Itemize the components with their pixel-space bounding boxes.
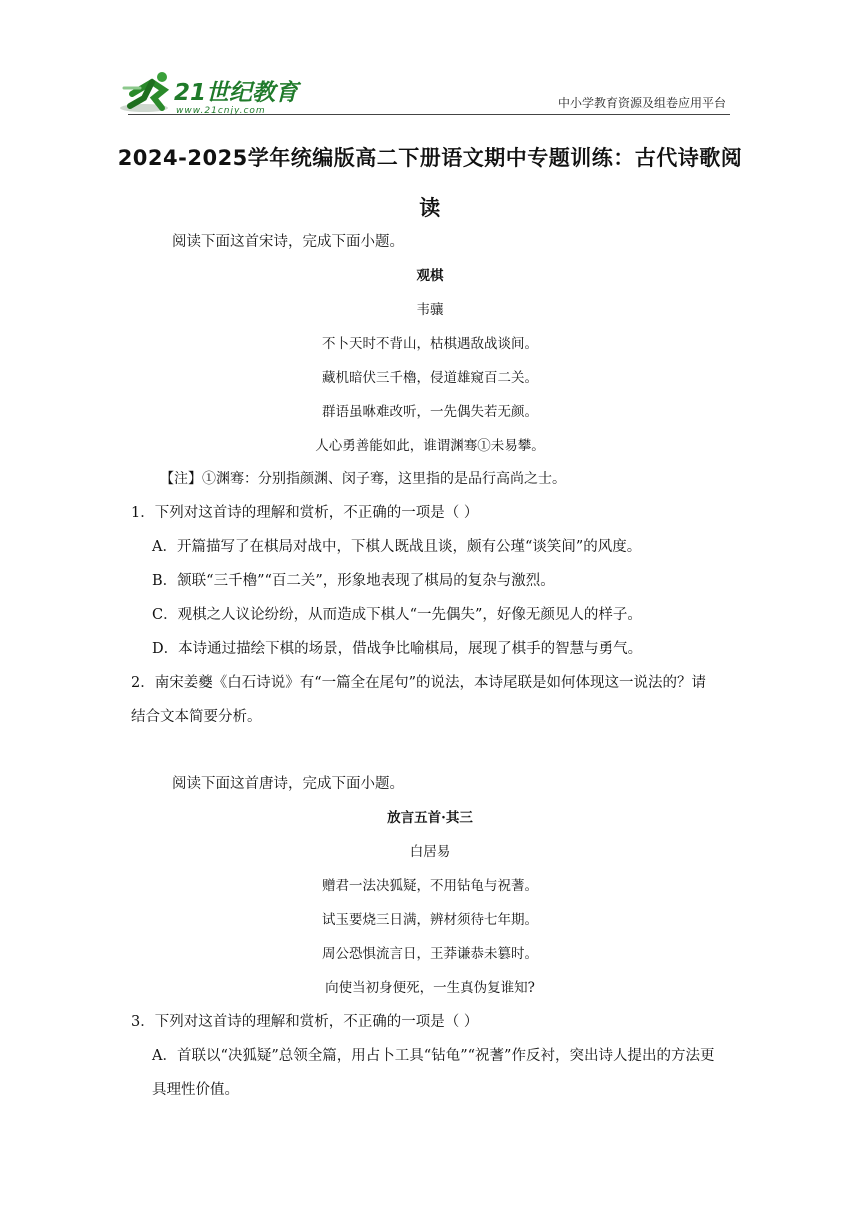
poem1-line: 群语虽咻难改听，一先偶失若无颜。 <box>322 404 538 420</box>
question-2-line-1: 2．南宋姜夔《白石诗说》有“一篇全在尾句”的说法，本诗尾联是如何体现这一说法的？请 <box>131 675 707 691</box>
poem1-line: 不卜天时不背山，枯棋遇敌战谈间。 <box>322 336 538 352</box>
poem1-line: 人心勇善能如此，谁谓渊骞①未易攀。 <box>315 438 545 454</box>
section1-intro: 阅读下面这首宋诗，完成下面小题。 <box>172 234 404 250</box>
question-2-line-2: 结合文本简要分析。 <box>131 709 262 725</box>
section2-intro: 阅读下面这首唐诗，完成下面小题。 <box>172 776 404 792</box>
logo-url: www.21cnjy.com <box>176 106 266 116</box>
question-1-option-b: B．颔联“三千櫓”“百二关”，形象地表现了棋局的复杂与激烈。 <box>152 573 555 589</box>
poem2-line: 周公恐惧流言日，王莽谦恭未篡时。 <box>322 946 538 962</box>
poem1-note: 【注】①渊骞：分别指颜渊、闵子骞，这里指的是品行高尚之士。 <box>160 471 566 487</box>
title-line-2: 读 <box>419 196 441 220</box>
question-3-option-a-line-2: 具理性价值。 <box>152 1082 239 1098</box>
logo-text: 21世纪教育 <box>174 80 299 106</box>
poem2-line: 赠君一法决狐疑，不用钻龟与祝蓍。 <box>322 878 538 894</box>
poem2-line: 试玉要烧三日满，辨材须待七年期。 <box>322 912 538 928</box>
question-3-option-a-line-1: A．首联以“决狐疑”总领全篇，用占卜工具“钻龟”“祝蓍”作反衬，突出诗人提出的方法更 <box>152 1048 715 1064</box>
poem1-line: 藏机暗伏三千櫓，侵道雄窥百二关。 <box>322 370 538 386</box>
title-line-1: 2024-2025学年统编版高二下册语文期中专题训练：古代诗歌阅 <box>117 146 743 170</box>
poem2-line: 向使当初身便死，一生真伪复谁知? <box>325 980 535 996</box>
question-1-option-d: D．本诗通过描绘下棋的场景，借战争比喻棋局，展现了棋手的智慧与勇气。 <box>152 641 643 657</box>
document-title <box>110 133 750 233</box>
header-divider <box>128 114 730 115</box>
question-3-stem: 3．下列对这首诗的理解和赏析，不正确的一项是（ ） <box>131 1014 479 1030</box>
poem2-author: 白居易 <box>409 844 451 860</box>
question-1-stem: 1．下列对这首诗的理解和赏析，不正确的一项是（ ） <box>131 505 479 521</box>
question-1-option-c: C．观棋之人议论纷纷，从而造成下棋人“一先偶失”，好像无颜见人的样子。 <box>152 607 642 623</box>
page-header <box>118 64 730 116</box>
21cnjy-logo <box>118 68 308 116</box>
poem1-title: 观棋 <box>416 268 444 284</box>
poem2-title: 放言五首·其三 <box>387 810 473 826</box>
platform-label: 中小学教育资源及组卷应用平台 <box>557 96 726 110</box>
poem1-author: 韦骧 <box>416 302 444 318</box>
question-1-option-a: A．开篇描写了在棋局对战中，下棋人既战且谈，颇有公瑾“谈笑间”的风度。 <box>152 539 642 555</box>
